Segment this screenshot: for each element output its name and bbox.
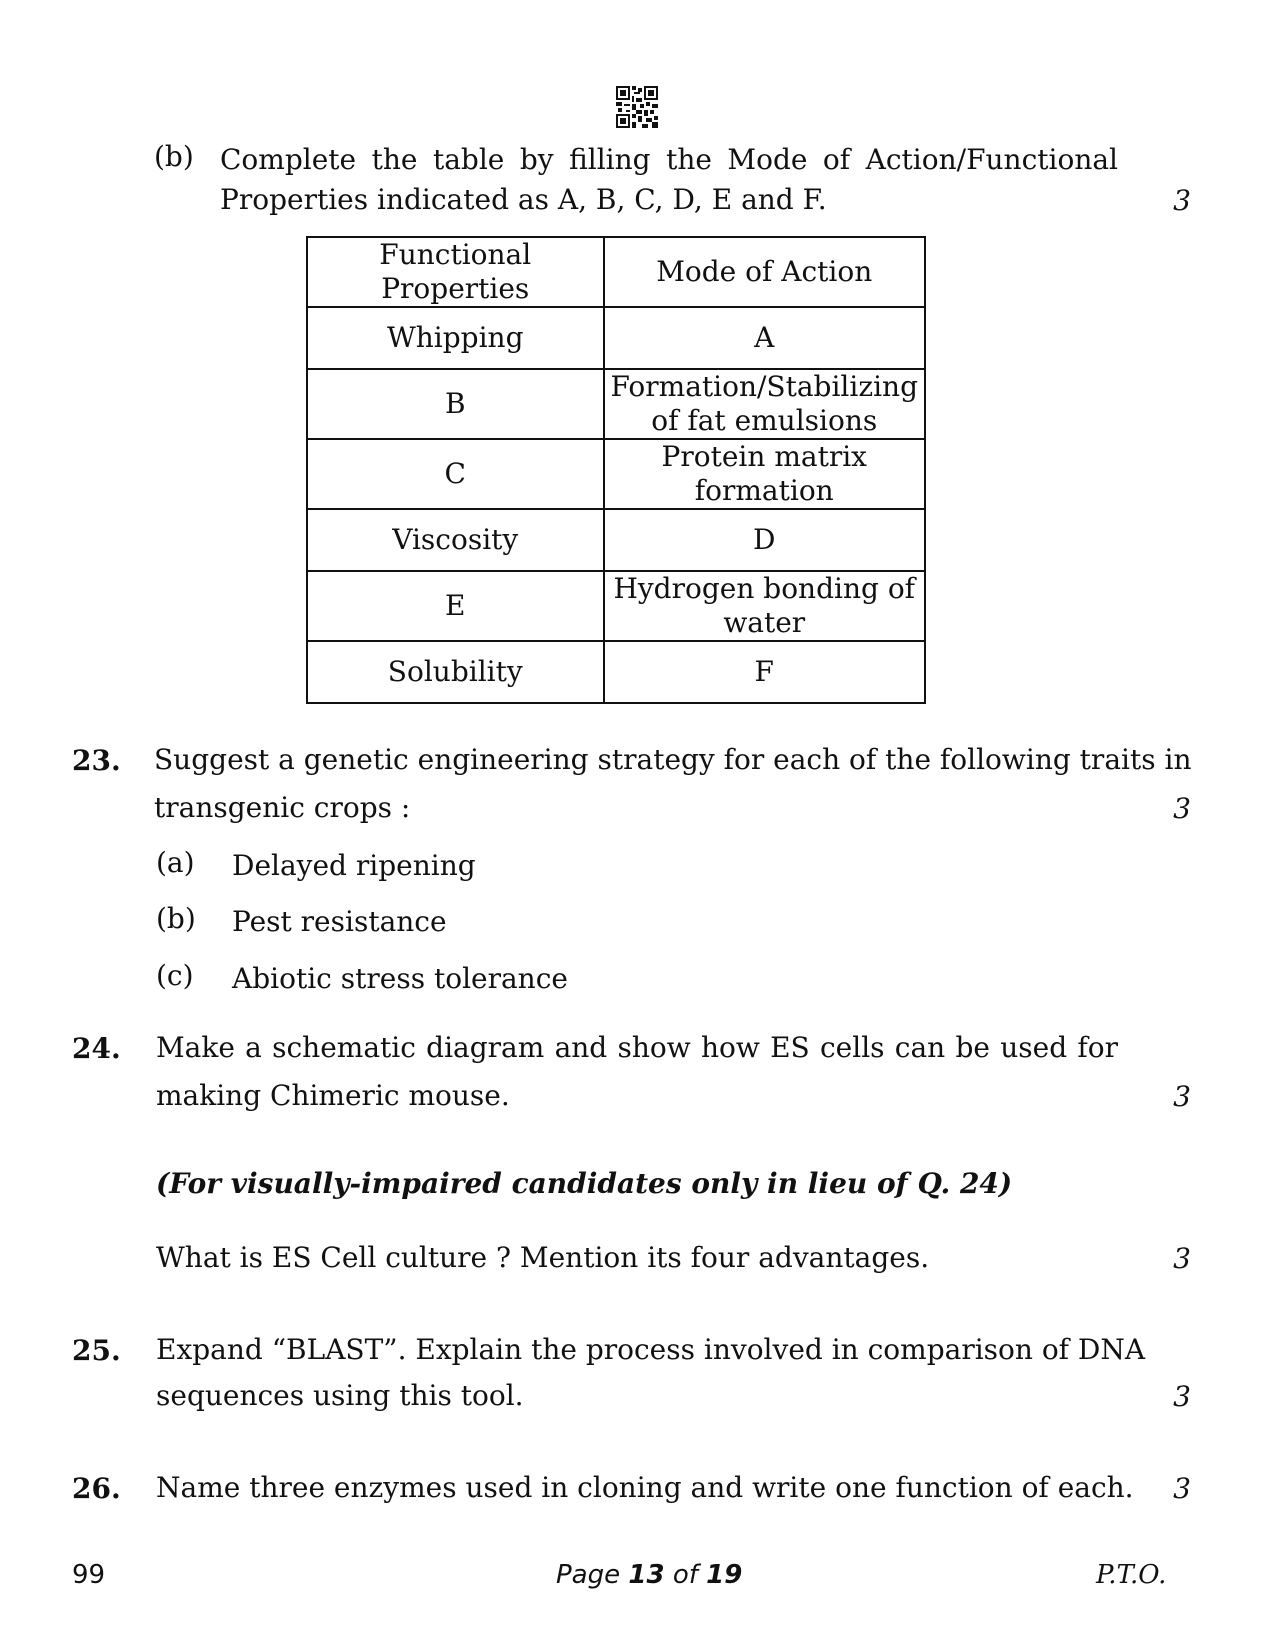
table-header-cell: Functional Properties — [307, 237, 604, 307]
qr-code-icon — [616, 86, 658, 128]
functional-properties-table — [306, 236, 926, 704]
q24-vi-question: What is ES Cell culture ? Mention its four advantages. — [156, 1241, 930, 1274]
q26-text-line1: Name three enzymes used in cloning and write one function of each. — [156, 1471, 1134, 1504]
q22b-marks: 3 — [1173, 184, 1191, 217]
table-row — [307, 439, 925, 509]
q23-text-line2: transgenic crops : — [154, 791, 411, 824]
table-row — [307, 571, 925, 641]
page-of: of — [664, 1560, 707, 1590]
table-cell: Whipping — [307, 307, 604, 369]
table-cell: Protein matrix formation — [604, 439, 926, 509]
table-cell: B — [307, 369, 604, 439]
table-header-row — [307, 237, 925, 307]
q25-text-line2: sequences using this tool. — [156, 1379, 524, 1412]
table-cell: Solubility — [307, 641, 604, 703]
q23-marks: 3 — [1173, 792, 1191, 825]
pto-label: P.T.O. — [1096, 1560, 1167, 1590]
q24-vi-note: (For visually-impaired candidates only in lieu of Q. 24) — [156, 1167, 1013, 1200]
table-cell: F — [604, 641, 926, 703]
q23-item-label: (a) — [156, 846, 195, 879]
page-current: 13 — [628, 1560, 665, 1590]
q22b-text-line2: Properties indicated as A, B, C, D, E and F. — [220, 183, 827, 216]
table-cell: C — [307, 439, 604, 509]
table-cell: D — [604, 509, 926, 571]
q24-vi-marks: 3 — [1173, 1242, 1191, 1275]
table-row — [307, 307, 925, 369]
q24-marks: 3 — [1173, 1080, 1191, 1113]
q24-text-line1: Make a schematic diagram and show how ES cells can be used for — [156, 1031, 1118, 1064]
q24-number: 24. — [72, 1032, 121, 1065]
table-cell: Viscosity — [307, 509, 604, 571]
q23-item-text: Delayed ripening — [232, 849, 476, 882]
q22b-text-line1: Complete the table by filling the Mode of Action/Functional — [220, 143, 1118, 176]
table-cell: E — [307, 571, 604, 641]
q26-marks: 3 — [1173, 1472, 1191, 1505]
q23-number: 23. — [72, 744, 121, 777]
q25-text-line1: Expand “BLAST”. Explain the process involved in comparison of DNA — [156, 1333, 1146, 1366]
q26-number: 26. — [72, 1472, 121, 1505]
page-prefix: Page — [556, 1560, 629, 1590]
q24-text-line2: making Chimeric mouse. — [156, 1079, 510, 1112]
q23-item-text: Pest resistance — [232, 905, 447, 938]
q23-item-text: Abiotic stress tolerance — [232, 962, 568, 995]
q22b-label: (b) — [154, 140, 194, 173]
page-number — [556, 1560, 742, 1590]
page-total: 19 — [706, 1560, 743, 1590]
table-row — [307, 369, 925, 439]
q23-item-label: (b) — [156, 902, 196, 935]
table-header-cell: Mode of Action — [604, 237, 926, 307]
q25-number: 25. — [72, 1334, 121, 1367]
table-cell: A — [604, 307, 926, 369]
table-cell: Formation/Stabilizing of fat emulsions — [604, 369, 926, 439]
q25-marks: 3 — [1173, 1380, 1191, 1413]
table-cell: Hydrogen bonding of water — [604, 571, 926, 641]
q23-item-label: (c) — [156, 959, 194, 992]
paper-code: 99 — [72, 1560, 106, 1590]
table-row — [307, 509, 925, 571]
q23-text-line1: Suggest a genetic engineering strategy for each of the following traits in — [154, 743, 1192, 776]
table-row — [307, 641, 925, 703]
